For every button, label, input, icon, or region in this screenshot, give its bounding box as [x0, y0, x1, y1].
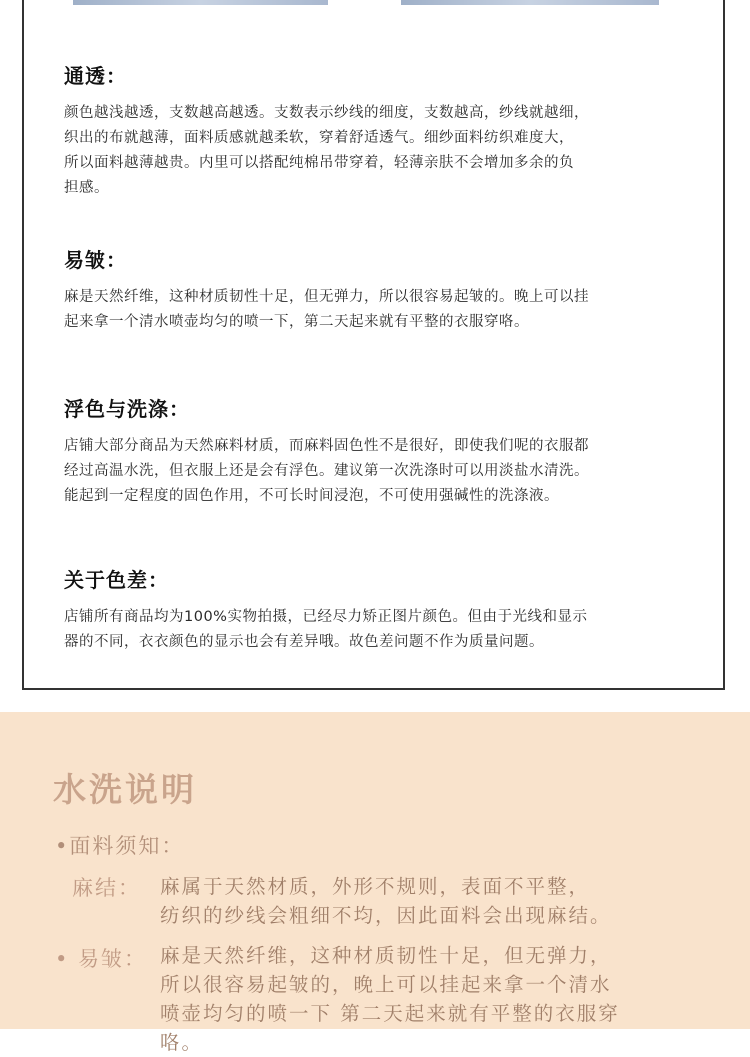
body-line: 麻是天然纤维，这种材质韧性十足，但无弹力，所以很容易起皱的。晚上可以挂	[64, 289, 589, 305]
body-line: 所以很容易起皱的，晚上可以挂起来拿一个清水	[160, 973, 612, 996]
body-line: 麻是天然纤维，这种材质韧性十足，但无弹力，	[160, 944, 612, 967]
body-line: 麻属于天然材质，外形不规则，表面不平整，	[160, 875, 591, 898]
wash-instructions-panel	[0, 712, 750, 1054]
item-label-wrinkle: • 易皱：	[55, 947, 148, 971]
section-color-washing	[64, 393, 704, 509]
item-label-knot: 麻结：	[72, 876, 141, 900]
body-line: 器的不同，衣衣颜色的显示也会有差异哦。故色差问题不作为质量问题。	[64, 634, 544, 650]
fabric-notice-heading: •面料须知：	[55, 834, 185, 858]
wash-title: 水洗说明	[53, 770, 197, 809]
body-line: 织出的布就越薄，面料质感就越柔软，穿着舒适透气。细纱面料纺织难度大，	[64, 130, 574, 146]
section-transparency	[64, 60, 704, 201]
section-wrinkle	[64, 244, 704, 335]
body-line: 纺织的纱线会粗细不均，因此面料会出现麻结。	[160, 904, 612, 927]
body-line: 店铺所有商品均为100%实物拍摄，已经尽力矫正图片颜色。但由于光线和显示	[64, 609, 588, 625]
fabric-notice-box	[22, 0, 725, 690]
body-line: 所以面料越薄越贵。内里可以搭配纯棉吊带穿着，轻薄亲肤不会增加多余的负	[64, 155, 574, 171]
body-line: 经过高温水洗，但衣服上还是会有浮色。建议第一次洗涤时可以用淡盐水清洗。	[64, 463, 589, 479]
section-color-difference	[64, 564, 704, 655]
item-body-knot	[160, 872, 612, 930]
section-body	[64, 101, 704, 201]
body-line: 担感。	[64, 180, 109, 196]
section-heading: 关于色差：	[64, 568, 169, 592]
body-line: 咯。	[160, 1031, 204, 1054]
section-body	[64, 434, 704, 509]
item-body-wrinkle	[160, 941, 620, 1057]
body-line: 起来拿一个清水喷壶均匀的喷一下，第二天起来就有平整的衣服穿咯。	[64, 314, 529, 330]
section-heading: 浮色与洗涤：	[64, 397, 190, 421]
body-line: 能起到一定程度的固色作用，不可长时间浸泡，不可使用强碱性的洗涤液。	[64, 488, 559, 504]
section-body	[64, 605, 704, 655]
section-heading: 易皱：	[64, 248, 127, 272]
body-line: 喷壶均匀的喷一下 第二天起来就有平整的衣服穿	[160, 1002, 620, 1025]
body-line: 颜色越浅越透，支数越高越透。支数表示纱线的细度，支数越高，纱线就越细，	[64, 105, 589, 121]
body-line: 店铺大部分商品为天然麻料材质，而麻料固色性不是很好，即使我们呢的衣服都	[64, 438, 589, 454]
section-heading: 通透：	[64, 64, 127, 88]
section-body	[64, 285, 704, 335]
